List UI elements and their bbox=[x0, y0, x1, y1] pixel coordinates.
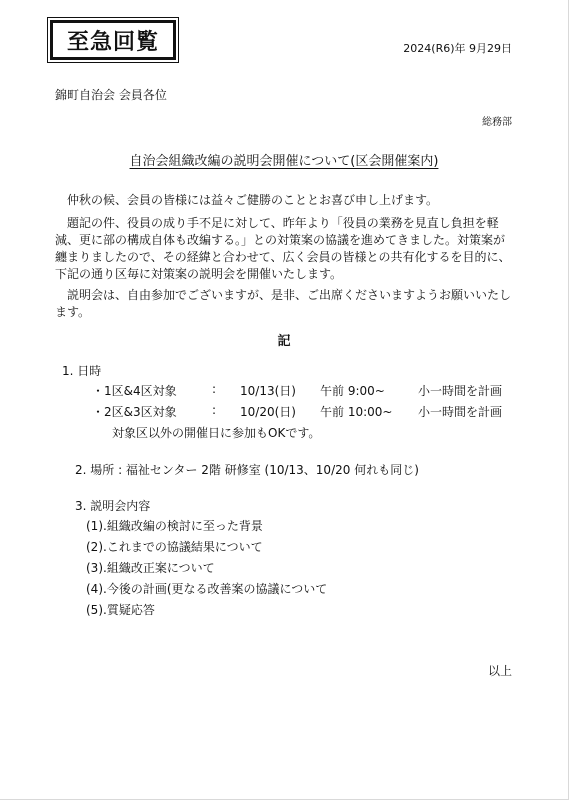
contents-item: (1).組織改編の検討に至った背景 bbox=[86, 519, 263, 533]
document-title-text: 自治会組織改編の説明会開催について(区会開催案内) bbox=[129, 154, 439, 169]
issue-date: 2024(R6)年 9月29日 bbox=[403, 42, 512, 55]
section-place: 2. 場所 : 福祉センター 2階 研修室 (10/13、10/20 何れも同じ) bbox=[75, 463, 419, 477]
greeting-paragraph: 仲秋の候、会員の皆様には益々ご健勝のこととお喜び申し上げます。 bbox=[67, 193, 439, 207]
schedule-colon: : bbox=[212, 382, 217, 396]
section-datetime-heading: 1. 日時 bbox=[62, 364, 102, 378]
request-paragraph: 説明会は、自由参加でございますが、是非、ご出席くださいますようお願いいたします。 bbox=[55, 288, 512, 319]
contents-item: (4).今後の計画(更なる改善案の協議について bbox=[86, 582, 328, 596]
schedule-date: 10/20(日) bbox=[240, 405, 296, 419]
schedule-time: 午前 9:00~ bbox=[320, 384, 385, 398]
document-title bbox=[0, 150, 568, 169]
contents-item: (5).質疑応答 bbox=[86, 603, 155, 617]
schedule-colon: : bbox=[212, 403, 217, 417]
schedule-target: ・1区&4区対象 bbox=[92, 384, 177, 398]
contents-item: (3).組織改正案について bbox=[86, 561, 215, 575]
closing-mark: 以上 bbox=[487, 664, 512, 678]
urgent-label: 至急回覧 bbox=[66, 29, 159, 55]
contents-item: (2).これまでの協議結果について bbox=[86, 540, 263, 554]
addressee: 錦町自治会 会員各位 bbox=[55, 88, 167, 102]
schedule-target: ・2区&3区対象 bbox=[92, 405, 177, 419]
schedule-note: 小一時間を計画 bbox=[418, 384, 503, 398]
urgent-circulation-stamp bbox=[50, 20, 176, 60]
schedule-note: 小一時間を計画 bbox=[418, 405, 503, 419]
ki-heading: 記 bbox=[277, 334, 291, 349]
schedule-date: 10/13(日) bbox=[240, 384, 296, 398]
section-contents-heading: 3. 説明会内容 bbox=[75, 499, 151, 513]
schedule-note-other-dates: 対象区以外の開催日に参加もOKです。 bbox=[112, 426, 321, 440]
schedule-time: 午前 10:00~ bbox=[320, 405, 393, 419]
sender-department: 総務部 bbox=[482, 117, 512, 128]
purpose-paragraph: 題記の件、役員の成り手不足に対して、昨年より「役員の業務を見直し負担を軽減、更に部の構成自体も改編する。」との対策案の協議を進めてきました。対策案が纏まりましたので、その経緯と合わせて、広く会員の皆様との共有化するを目的に、下記の通り区毎に対策案の説明会を開催いたします。 bbox=[55, 216, 511, 281]
